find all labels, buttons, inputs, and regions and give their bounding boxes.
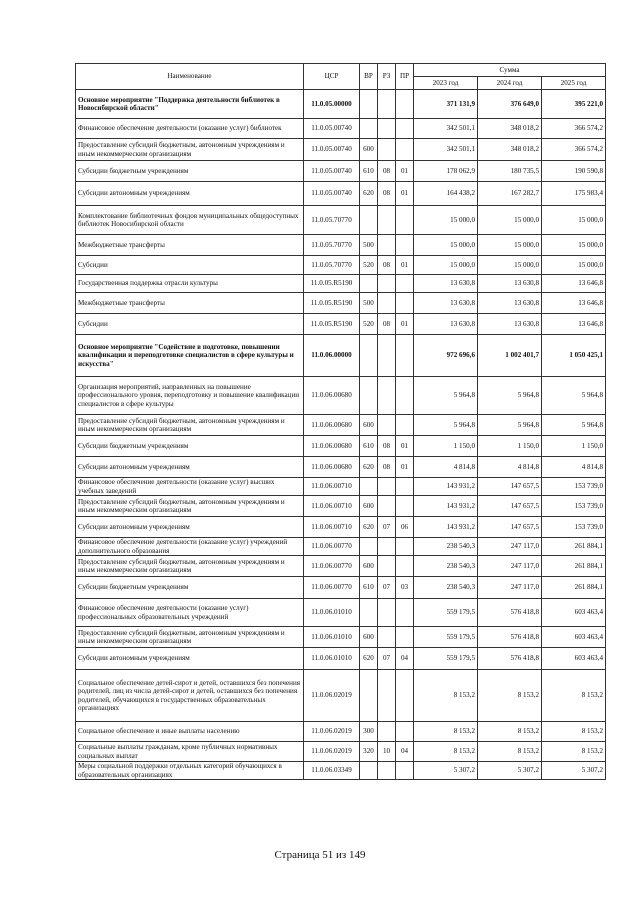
table-row xyxy=(76,161,606,182)
row-csr: 11.0.05.70770 xyxy=(304,256,360,275)
row-vr xyxy=(360,119,378,139)
row-sum-2024: 8 153,2 xyxy=(478,742,542,762)
header-csr: ЦСР xyxy=(304,64,360,90)
row-name: Предоставление субсидий бюджетным, автономным учреждениям и иным некоммерческим организациям xyxy=(76,556,304,577)
row-pr xyxy=(396,722,414,742)
row-name: Основное мероприятие "Поддержка деятельности библиотек в Новосибирской области" xyxy=(76,90,304,119)
row-rz xyxy=(378,415,396,436)
row-rz: 07 xyxy=(378,517,396,538)
table-row xyxy=(76,436,606,457)
row-name: Субсидии xyxy=(76,256,304,275)
row-csr: 11.0.06.00770 xyxy=(304,577,360,599)
table-row xyxy=(76,256,606,275)
row-pr xyxy=(396,139,414,161)
row-vr: 600 xyxy=(360,415,378,436)
row-sum-2023: 4 814,8 xyxy=(414,457,478,478)
table-row xyxy=(76,722,606,742)
row-csr: 11.0.06.00680 xyxy=(304,377,360,415)
row-sum-2024: 15 000,0 xyxy=(478,206,542,235)
row-name: Финансовое обеспечение деятельности (оказание услуг) библиотек xyxy=(76,119,304,139)
row-rz xyxy=(378,670,396,722)
row-vr xyxy=(360,275,378,293)
row-sum-2023: 8 153,2 xyxy=(414,670,478,722)
row-sum-2024: 1 150,0 xyxy=(478,436,542,457)
row-sum-2023: 178 062,9 xyxy=(414,161,478,182)
row-pr xyxy=(396,377,414,415)
row-rz: 08 xyxy=(378,314,396,335)
row-sum-2023: 972 696,6 xyxy=(414,335,478,377)
row-name: Социальное обеспечение детей-сирот и детей, оставшихся без попечения родителей, лиц из числа детей-сирот и детей, оставшихся без попечения родителей, обучающихся в государственных образовательных организациях xyxy=(76,670,304,722)
row-sum-2024: 13 630,8 xyxy=(478,275,542,293)
table-row xyxy=(76,577,606,599)
row-sum-2025: 175 983,4 xyxy=(542,182,606,206)
row-sum-2025: 13 646,8 xyxy=(542,293,606,314)
table-row xyxy=(76,648,606,670)
header-year-2025: 2025 год xyxy=(542,77,606,90)
row-sum-2023: 143 931,2 xyxy=(414,517,478,538)
row-name: Межбюджетные трансферты xyxy=(76,235,304,256)
row-pr: 03 xyxy=(396,577,414,599)
row-csr: 11.0.06.02019 xyxy=(304,670,360,722)
row-sum-2025: 603 463,4 xyxy=(542,648,606,670)
row-csr: 11.0.05.R5190 xyxy=(304,293,360,314)
row-name: Субсидии автономным учреждениям xyxy=(76,648,304,670)
row-sum-2024: 247 117,0 xyxy=(478,577,542,599)
header-vr: ВР xyxy=(360,64,378,90)
row-csr: 11.0.06.00000 xyxy=(304,335,360,377)
row-csr: 11.0.06.00680 xyxy=(304,436,360,457)
row-sum-2024: 8 153,2 xyxy=(478,722,542,742)
row-rz: 10 xyxy=(378,742,396,762)
row-sum-2025: 1 150,0 xyxy=(542,436,606,457)
row-rz xyxy=(378,538,396,556)
header-year-2023: 2023 год xyxy=(414,77,478,90)
row-sum-2023: 5 964,8 xyxy=(414,415,478,436)
row-sum-2024: 147 657,5 xyxy=(478,517,542,538)
row-pr xyxy=(396,478,414,496)
table-row xyxy=(76,670,606,722)
table-row xyxy=(76,139,606,161)
row-vr: 620 xyxy=(360,457,378,478)
row-vr: 620 xyxy=(360,517,378,538)
row-sum-2024: 15 000,0 xyxy=(478,256,542,275)
row-csr: 11.0.05.00740 xyxy=(304,182,360,206)
row-sum-2023: 371 131,9 xyxy=(414,90,478,119)
row-rz: 08 xyxy=(378,161,396,182)
table-row xyxy=(76,742,606,762)
row-sum-2025: 13 646,8 xyxy=(542,314,606,335)
row-sum-2023: 238 540,3 xyxy=(414,556,478,577)
row-name: Государственная поддержка отрасли культуры xyxy=(76,275,304,293)
row-pr xyxy=(396,496,414,517)
row-name: Финансовое обеспечение деятельности (оказание услуг) профессиональных образовательных учреждений xyxy=(76,599,304,627)
row-sum-2025: 153 739,0 xyxy=(542,478,606,496)
row-sum-2025: 8 153,2 xyxy=(542,722,606,742)
row-pr xyxy=(396,235,414,256)
row-sum-2023: 164 438,2 xyxy=(414,182,478,206)
row-vr: 600 xyxy=(360,556,378,577)
row-sum-2025: 8 153,2 xyxy=(542,670,606,722)
row-sum-2024: 13 630,8 xyxy=(478,314,542,335)
row-vr: 620 xyxy=(360,182,378,206)
row-name: Субсидии бюджетным учреждениям xyxy=(76,577,304,599)
row-name: Организация мероприятий, направленных на повышение профессионального уровня, переподготовку и повышение квалификации специалистов в сфере культуры xyxy=(76,377,304,415)
row-pr xyxy=(396,415,414,436)
row-sum-2023: 143 931,2 xyxy=(414,478,478,496)
row-rz xyxy=(378,335,396,377)
row-csr: 11.0.06.00770 xyxy=(304,538,360,556)
row-name: Меры социальной поддержки отдельных категорий обучающихся в образовательных организациях xyxy=(76,762,304,780)
row-sum-2025: 1 050 425,1 xyxy=(542,335,606,377)
row-sum-2025: 5 964,8 xyxy=(542,377,606,415)
row-sum-2024: 5 307,2 xyxy=(478,762,542,780)
row-vr xyxy=(360,335,378,377)
row-rz: 08 xyxy=(378,436,396,457)
table-row xyxy=(76,762,606,780)
row-sum-2023: 5 964,8 xyxy=(414,377,478,415)
row-vr: 320 xyxy=(360,742,378,762)
row-csr: 11.0.06.00770 xyxy=(304,556,360,577)
table-row xyxy=(76,90,606,119)
row-name: Субсидии бюджетным учреждениям xyxy=(76,161,304,182)
table-row xyxy=(76,599,606,627)
table-row xyxy=(76,517,606,538)
row-sum-2024: 247 117,0 xyxy=(478,538,542,556)
row-name: Субсидии автономным учреждениям xyxy=(76,182,304,206)
row-sum-2024: 576 418,8 xyxy=(478,627,542,648)
row-sum-2024: 167 282,7 xyxy=(478,182,542,206)
row-sum-2025: 261 884,1 xyxy=(542,577,606,599)
row-vr: 300 xyxy=(360,722,378,742)
row-name: Межбюджетные трансферты xyxy=(76,293,304,314)
row-vr xyxy=(360,478,378,496)
row-pr xyxy=(396,90,414,119)
row-vr: 500 xyxy=(360,293,378,314)
row-rz xyxy=(378,722,396,742)
row-vr: 520 xyxy=(360,256,378,275)
row-sum-2025: 366 574,2 xyxy=(542,119,606,139)
table-row xyxy=(76,182,606,206)
row-sum-2025: 261 884,1 xyxy=(542,556,606,577)
table-row xyxy=(76,556,606,577)
row-pr xyxy=(396,206,414,235)
row-sum-2023: 5 307,2 xyxy=(414,762,478,780)
row-vr xyxy=(360,538,378,556)
header-rz: РЗ xyxy=(378,64,396,90)
row-csr: 11.0.05.R5190 xyxy=(304,314,360,335)
row-sum-2025: 366 574,2 xyxy=(542,139,606,161)
row-sum-2025: 603 463,4 xyxy=(542,599,606,627)
row-name: Субсидии автономным учреждениям xyxy=(76,457,304,478)
row-vr: 520 xyxy=(360,314,378,335)
row-rz: 08 xyxy=(378,457,396,478)
row-rz: 07 xyxy=(378,577,396,599)
row-name: Предоставление субсидий бюджетным, автономным учреждениям и иным некоммерческим организациям xyxy=(76,496,304,517)
row-vr: 500 xyxy=(360,235,378,256)
row-sum-2025: 8 153,2 xyxy=(542,742,606,762)
row-vr xyxy=(360,599,378,627)
page-number: Страница 51 из 149 xyxy=(274,849,366,861)
row-vr: 600 xyxy=(360,496,378,517)
row-vr: 620 xyxy=(360,648,378,670)
row-rz xyxy=(378,762,396,780)
row-sum-2024: 376 649,0 xyxy=(478,90,542,119)
row-rz xyxy=(378,293,396,314)
row-sum-2024: 247 117,0 xyxy=(478,556,542,577)
row-rz xyxy=(378,90,396,119)
table-row xyxy=(76,415,606,436)
row-pr xyxy=(396,293,414,314)
row-sum-2025: 13 646,8 xyxy=(542,275,606,293)
row-vr xyxy=(360,670,378,722)
row-rz: 07 xyxy=(378,648,396,670)
row-sum-2023: 15 000,0 xyxy=(414,206,478,235)
row-name: Предоставление субсидий бюджетным, автономным учреждениям и иным некоммерческим организациям xyxy=(76,627,304,648)
row-pr xyxy=(396,762,414,780)
row-name: Основное мероприятие "Содействие в подготовке, повышении квалификации и переподготовке специалистов в сфере культуры и искусства" xyxy=(76,335,304,377)
header-pr: ПР xyxy=(396,64,414,90)
row-sum-2024: 348 018,2 xyxy=(478,139,542,161)
row-sum-2023: 13 630,8 xyxy=(414,275,478,293)
row-pr xyxy=(396,335,414,377)
row-sum-2023: 238 540,3 xyxy=(414,577,478,599)
row-pr xyxy=(396,119,414,139)
row-rz: 08 xyxy=(378,182,396,206)
row-sum-2023: 559 179,5 xyxy=(414,599,478,627)
budget-table xyxy=(75,63,606,780)
row-sum-2023: 342 501,1 xyxy=(414,119,478,139)
table-row xyxy=(76,496,606,517)
row-name: Финансовое обеспечение деятельности (оказание услуг) высших учебных заведений xyxy=(76,478,304,496)
row-name: Субсидии автономным учреждениям xyxy=(76,517,304,538)
row-name: Социальное обеспечение и иные выплаты населению xyxy=(76,722,304,742)
row-sum-2025: 4 814,8 xyxy=(542,457,606,478)
row-sum-2023: 13 630,8 xyxy=(414,293,478,314)
row-sum-2023: 15 000,0 xyxy=(414,256,478,275)
row-sum-2024: 4 814,8 xyxy=(478,457,542,478)
row-sum-2024: 8 153,2 xyxy=(478,670,542,722)
row-sum-2023: 342 501,1 xyxy=(414,139,478,161)
row-vr: 600 xyxy=(360,627,378,648)
row-pr: 06 xyxy=(396,517,414,538)
row-name: Субсидии бюджетным учреждениям xyxy=(76,436,304,457)
row-sum-2025: 395 221,0 xyxy=(542,90,606,119)
row-sum-2025: 15 000,0 xyxy=(542,235,606,256)
row-sum-2024: 5 964,8 xyxy=(478,377,542,415)
row-csr: 11.0.06.00710 xyxy=(304,517,360,538)
header-sum: Сумма xyxy=(414,64,606,77)
row-sum-2025: 190 590,8 xyxy=(542,161,606,182)
header-year-2024: 2024 год xyxy=(478,77,542,90)
table-row xyxy=(76,206,606,235)
row-rz xyxy=(378,496,396,517)
row-sum-2025: 15 000,0 xyxy=(542,206,606,235)
row-pr: 04 xyxy=(396,742,414,762)
row-sum-2023: 8 153,2 xyxy=(414,742,478,762)
row-rz xyxy=(378,599,396,627)
row-vr xyxy=(360,762,378,780)
row-sum-2024: 147 657,5 xyxy=(478,496,542,517)
row-sum-2024: 13 630,8 xyxy=(478,293,542,314)
row-pr: 01 xyxy=(396,161,414,182)
row-name: Финансовое обеспечение деятельности (оказание услуг) учреждений дополнительного образования xyxy=(76,538,304,556)
row-rz xyxy=(378,627,396,648)
row-name: Предоставление субсидий бюджетным, автономным учреждениям и иным некоммерческим организациям xyxy=(76,139,304,161)
row-csr: 11.0.06.02019 xyxy=(304,722,360,742)
row-csr: 11.0.05.00000 xyxy=(304,90,360,119)
row-name: Комплектование библиотечных фондов муниципальных общедоступных библиотек Новосибирской области xyxy=(76,206,304,235)
row-csr: 11.0.05.00740 xyxy=(304,119,360,139)
row-name: Субсидии xyxy=(76,314,304,335)
row-sum-2024: 576 418,8 xyxy=(478,648,542,670)
row-rz xyxy=(378,478,396,496)
row-pr: 01 xyxy=(396,256,414,275)
row-sum-2025: 153 739,0 xyxy=(542,517,606,538)
row-sum-2024: 348 018,2 xyxy=(478,119,542,139)
row-rz xyxy=(378,556,396,577)
row-sum-2024: 576 418,8 xyxy=(478,599,542,627)
row-sum-2024: 1 002 401,7 xyxy=(478,335,542,377)
row-csr: 11.0.06.02019 xyxy=(304,742,360,762)
table-row xyxy=(76,275,606,293)
row-name: Социальные выплаты гражданам, кроме публичных нормативных социальных выплат xyxy=(76,742,304,762)
row-sum-2024: 15 000,0 xyxy=(478,235,542,256)
row-sum-2023: 238 540,3 xyxy=(414,538,478,556)
row-rz: 08 xyxy=(378,256,396,275)
row-csr: 11.0.05.00740 xyxy=(304,161,360,182)
row-sum-2025: 5 307,2 xyxy=(542,762,606,780)
row-rz xyxy=(378,235,396,256)
row-sum-2023: 1 150,0 xyxy=(414,436,478,457)
table-row xyxy=(76,293,606,314)
row-rz xyxy=(378,119,396,139)
row-sum-2024: 5 964,8 xyxy=(478,415,542,436)
table-row xyxy=(76,314,606,335)
row-vr xyxy=(360,206,378,235)
table-row xyxy=(76,457,606,478)
row-sum-2023: 143 931,2 xyxy=(414,496,478,517)
row-csr: 11.0.06.01010 xyxy=(304,627,360,648)
row-vr xyxy=(360,377,378,415)
row-sum-2023: 559 179,5 xyxy=(414,627,478,648)
row-pr: 01 xyxy=(396,436,414,457)
row-csr: 11.0.06.00710 xyxy=(304,478,360,496)
row-sum-2025: 603 463,4 xyxy=(542,627,606,648)
row-vr xyxy=(360,90,378,119)
header-name: Наименование xyxy=(76,64,304,90)
row-csr: 11.0.06.00680 xyxy=(304,415,360,436)
row-pr xyxy=(396,599,414,627)
row-csr: 11.0.06.01010 xyxy=(304,599,360,627)
row-sum-2023: 559 179,5 xyxy=(414,648,478,670)
row-pr xyxy=(396,670,414,722)
row-sum-2023: 13 630,8 xyxy=(414,314,478,335)
row-csr: 11.0.05.00740 xyxy=(304,139,360,161)
row-pr: 01 xyxy=(396,182,414,206)
row-vr: 610 xyxy=(360,436,378,457)
table-row xyxy=(76,377,606,415)
table-row xyxy=(76,478,606,496)
row-sum-2025: 5 964,8 xyxy=(542,415,606,436)
row-sum-2025: 261 884,1 xyxy=(542,538,606,556)
row-pr xyxy=(396,556,414,577)
row-pr: 01 xyxy=(396,314,414,335)
row-csr: 11.0.06.03349 xyxy=(304,762,360,780)
row-pr xyxy=(396,538,414,556)
row-csr: 11.0.06.00710 xyxy=(304,496,360,517)
row-sum-2023: 8 153,2 xyxy=(414,722,478,742)
row-sum-2023: 15 000,0 xyxy=(414,235,478,256)
row-sum-2025: 153 739,0 xyxy=(542,496,606,517)
row-rz xyxy=(378,377,396,415)
row-pr xyxy=(396,627,414,648)
table-row xyxy=(76,335,606,377)
row-csr: 11.0.05.70770 xyxy=(304,206,360,235)
row-rz xyxy=(378,139,396,161)
row-pr: 04 xyxy=(396,648,414,670)
row-name: Предоставление субсидий бюджетным, автономным учреждениям и иным некоммерческим организациям xyxy=(76,415,304,436)
row-csr: 11.0.06.00680 xyxy=(304,457,360,478)
row-vr: 610 xyxy=(360,161,378,182)
row-vr: 610 xyxy=(360,577,378,599)
table-row xyxy=(76,235,606,256)
row-pr: 01 xyxy=(396,457,414,478)
row-pr xyxy=(396,275,414,293)
row-csr: 11.0.05.70770 xyxy=(304,235,360,256)
row-vr: 600 xyxy=(360,139,378,161)
table-row xyxy=(76,538,606,556)
table-row xyxy=(76,119,606,139)
row-sum-2025: 15 000,0 xyxy=(542,256,606,275)
table-body xyxy=(76,90,606,780)
row-sum-2024: 180 735,5 xyxy=(478,161,542,182)
row-csr: 11.0.05.R5190 xyxy=(304,275,360,293)
row-sum-2024: 147 657,5 xyxy=(478,478,542,496)
row-rz xyxy=(378,206,396,235)
row-csr: 11.0.06.01010 xyxy=(304,648,360,670)
table-row xyxy=(76,627,606,648)
table-header xyxy=(76,64,606,90)
row-rz xyxy=(378,275,396,293)
